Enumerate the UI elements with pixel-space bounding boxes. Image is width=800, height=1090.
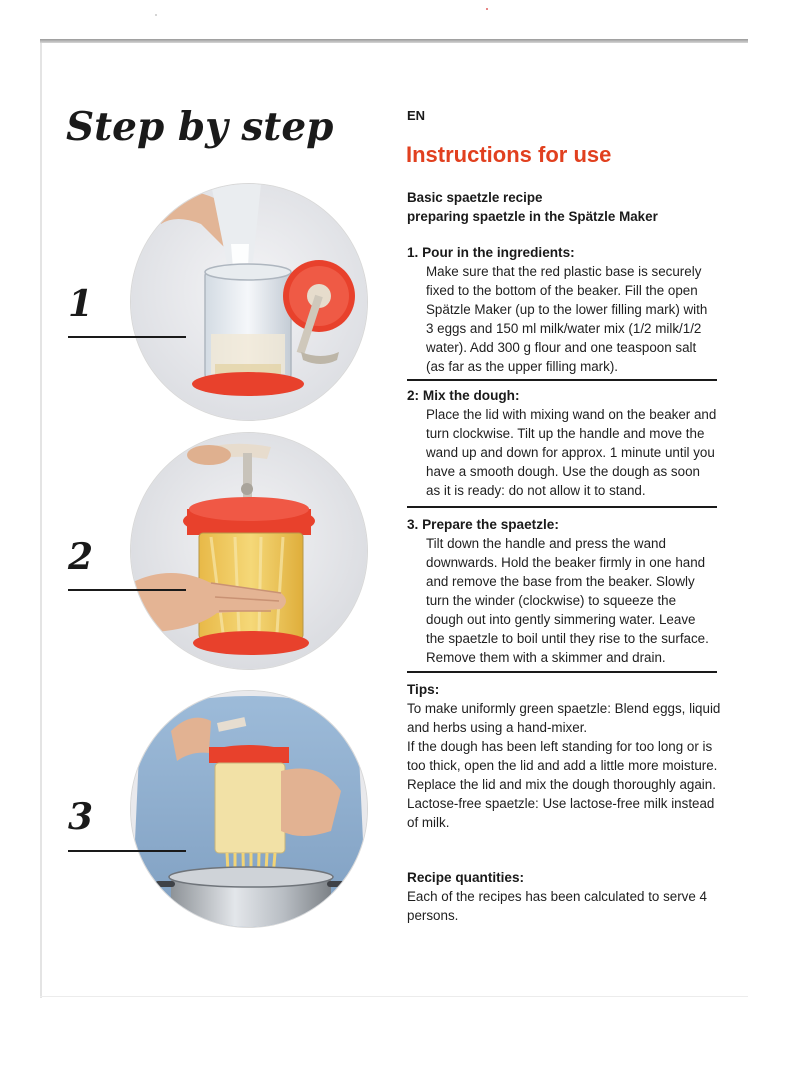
recipe-quantities-title: Recipe quantities:	[407, 870, 525, 885]
instruction-step-text: Place the lid with mixing wand on the beaker and turn clockwise. Tilt up the handle and move the wand up and down for approx. 1 minute until you have a smooth dough. Use the dough as soon as it is ready: do not allow it to stand.	[426, 407, 717, 498]
recipe-heading	[407, 188, 737, 226]
recipe-quantities-text: Each of the recipes has been calculated to serve 4 persons.	[407, 889, 707, 923]
step-by-step-heading: Step by step	[66, 104, 334, 150]
instruction-step-text: Tilt down the handle and press the wand downwards. Hold the beaker firmly in one hand and remove the base from the beaker. Slowly turn the winder (clockwise) to squeeze the dough out into gently simmering water. Leave the spaetzle to boil until they rise to the surface. Remove them with a skimmer and drain.	[426, 536, 709, 665]
step-rule-3	[68, 850, 186, 852]
step-number-2: 2	[68, 536, 94, 578]
scan-speck	[486, 8, 488, 10]
instruction-step-title: 2: Mix the dough:	[407, 388, 520, 403]
section-divider	[407, 379, 717, 381]
instruction-step-3	[407, 515, 717, 667]
step-number-3: 3	[68, 796, 94, 838]
instruction-step-2	[407, 386, 717, 500]
tips-section	[407, 680, 725, 832]
section-divider	[407, 506, 717, 508]
section-divider	[407, 671, 717, 673]
step-2-photo	[130, 432, 368, 670]
recipe-heading-line-2: preparing spaetzle in the Spätzle Maker	[407, 209, 658, 224]
tips-title: Tips:	[407, 682, 440, 697]
step-1-photo	[130, 183, 368, 421]
instructions-title: Instructions for use	[406, 142, 612, 167]
recipe-quantities-section	[407, 868, 725, 925]
step-number-1: 1	[68, 283, 94, 325]
instruction-step-title: 3. Prepare the spaetzle:	[407, 517, 559, 532]
step-rule-1	[68, 336, 186, 338]
step-rule-2	[68, 589, 186, 591]
scan-edge-bottom	[40, 996, 748, 997]
tip-item: Lactose-free spaetzle: Use lactose-free milk instead of milk.	[407, 796, 715, 830]
tip-item: If the dough has been left standing for too long or is too thick, open the lid and add a little more moisture. Replace the lid and mix the dough thoroughly again.	[407, 739, 718, 792]
scan-edge-top	[40, 39, 748, 43]
scan-speck	[155, 14, 157, 16]
recipe-heading-line-1: Basic spaetzle recipe	[407, 190, 543, 205]
instruction-step-title: 1. Pour in the ingredients:	[407, 245, 575, 260]
tip-item: To make uniformly green spaetzle: Blend eggs, liquid and herbs using a hand-mixer.	[407, 701, 721, 735]
language-code: EN	[407, 108, 426, 123]
instruction-step-text: Make sure that the red plastic base is securely fixed to the bottom of the beaker. Fill the open Spätzle Maker (up to the lower filling mark) with 3 eggs and 150 ml milk/water mix (1/2 milk/1/2 water). Add 300 g flour and one teaspoon salt (as far as the upper filling mark).	[426, 264, 708, 374]
step-3-photo	[130, 690, 368, 928]
scan-edge-left	[40, 43, 42, 998]
instruction-step-1	[407, 243, 717, 376]
